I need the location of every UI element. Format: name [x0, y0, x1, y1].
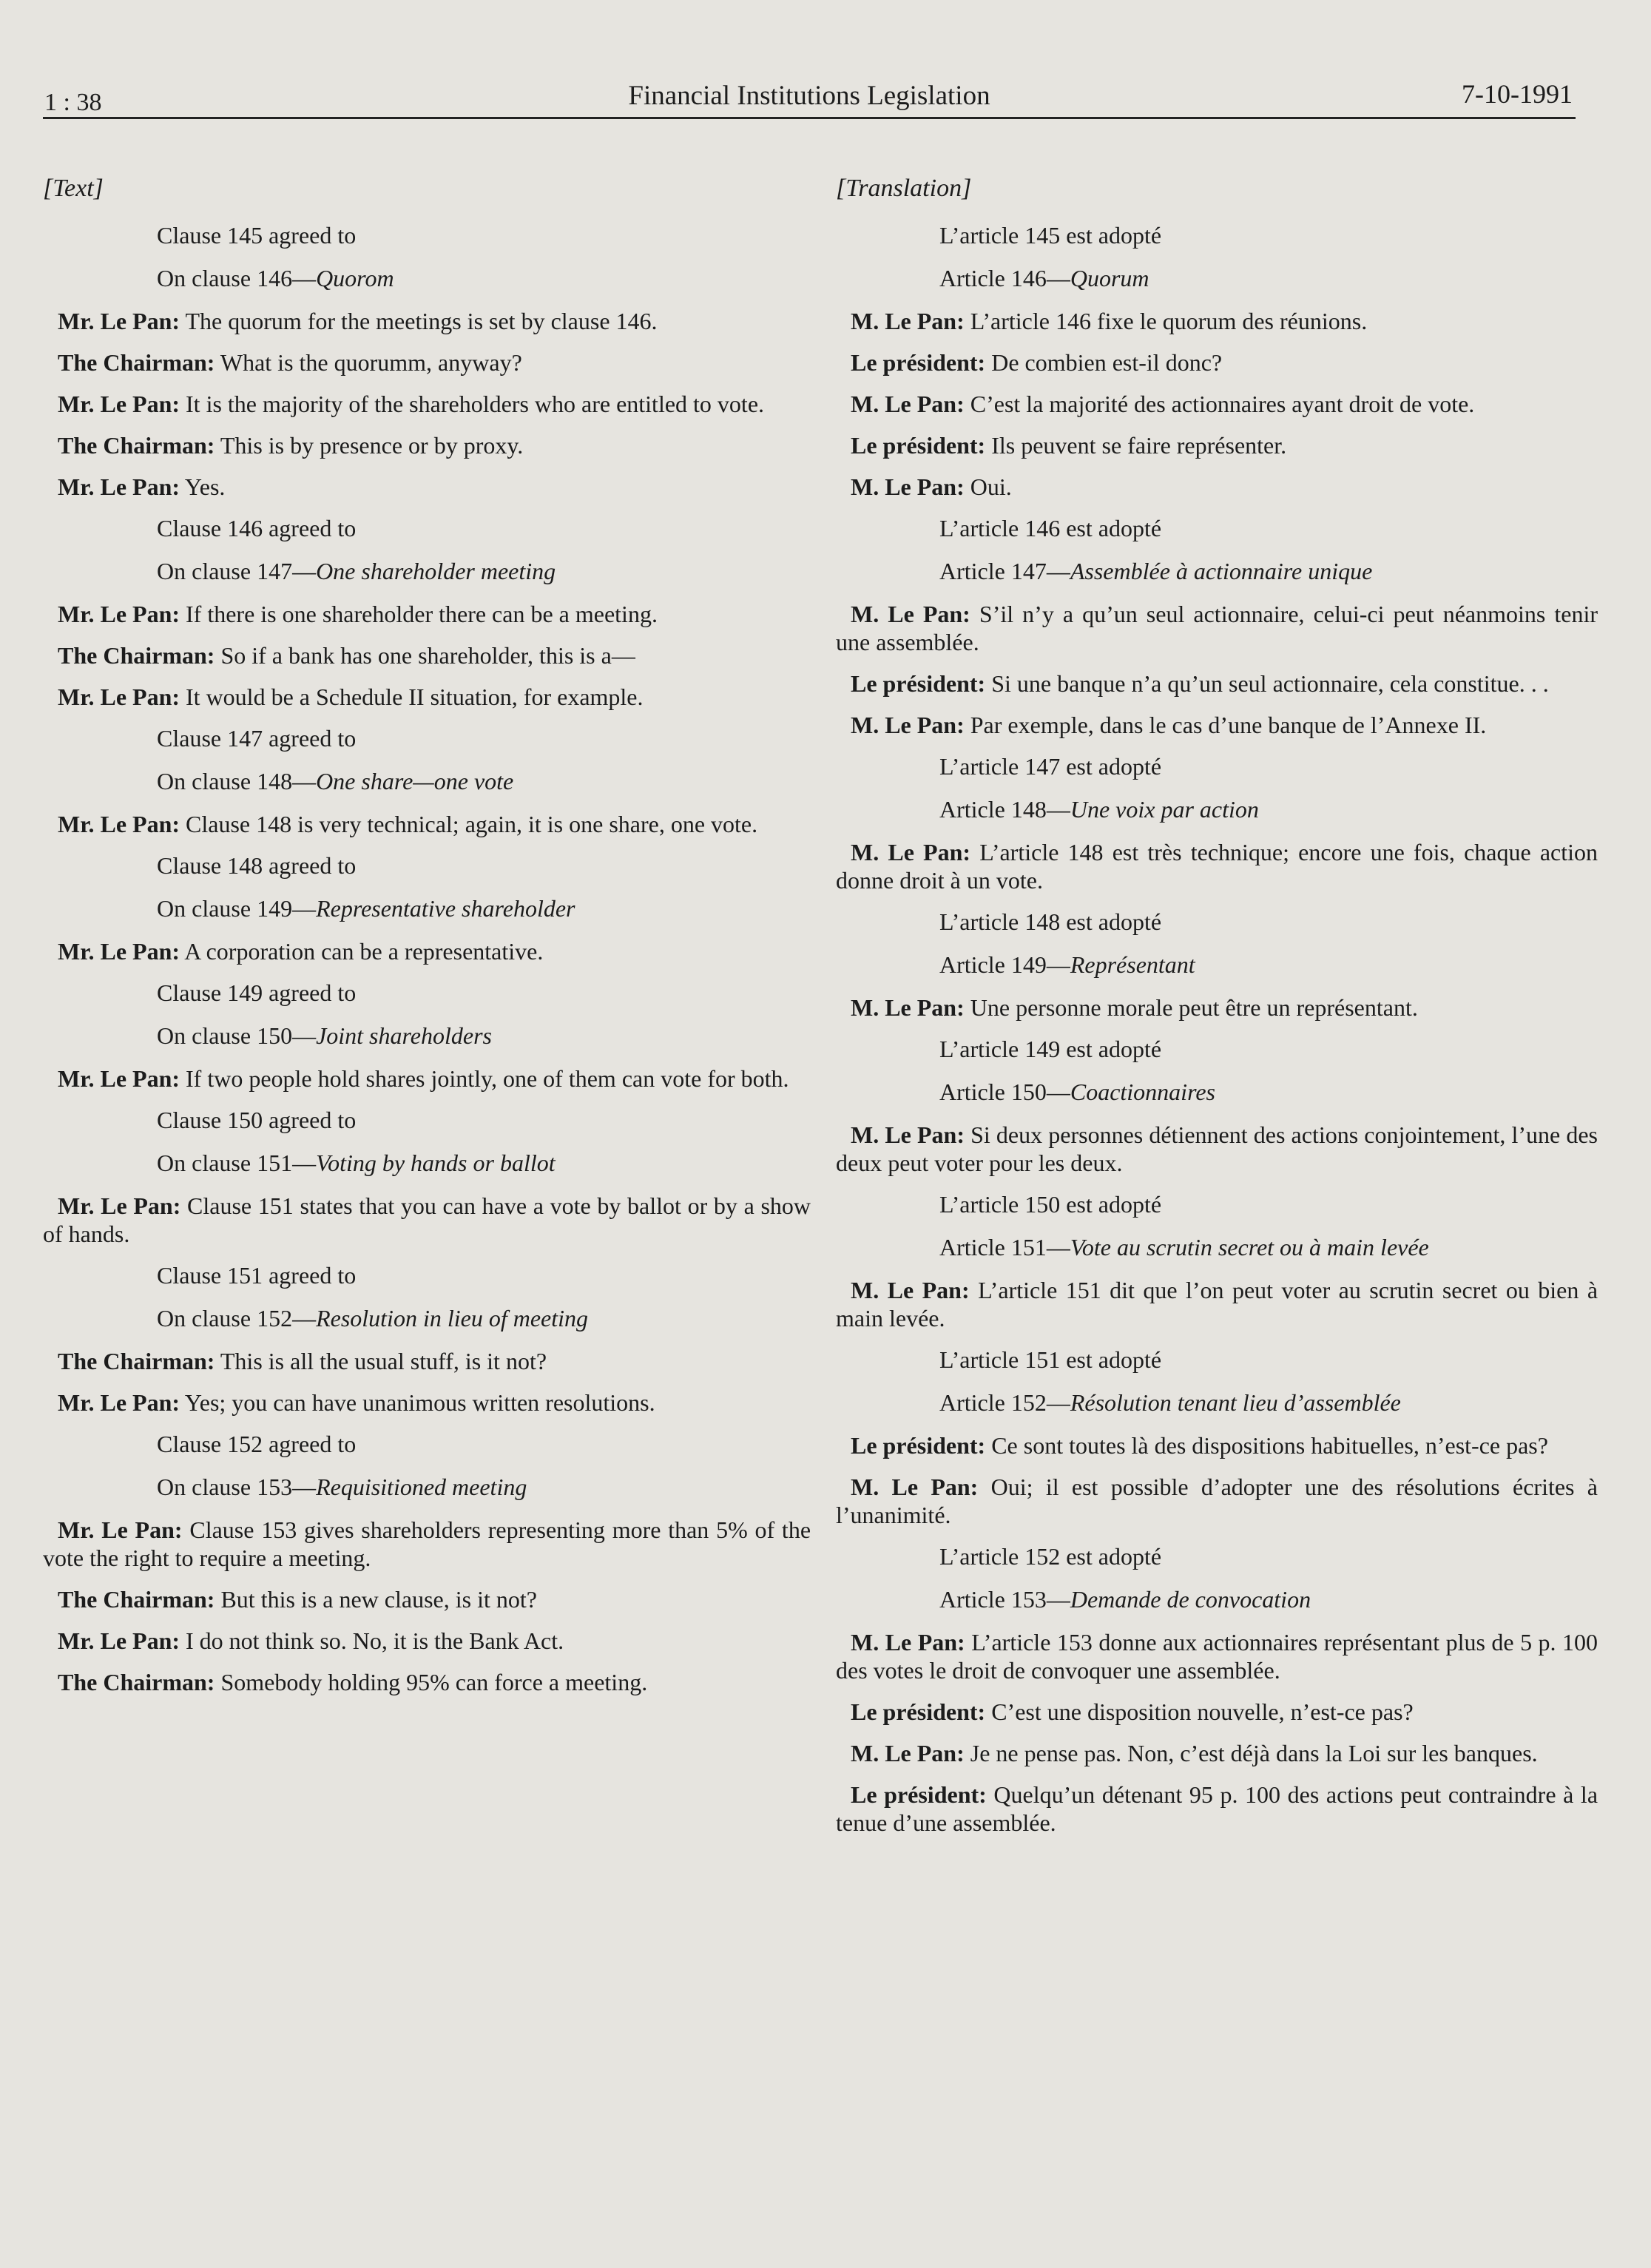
clause-heading-prefix: Article 151— [939, 1234, 1070, 1260]
clause-result: L’article 152 est adopté [939, 1543, 1162, 1570]
speech-text: What is the quorumm, anyway? [220, 349, 522, 376]
translation-tag-label: Translation [845, 175, 962, 202]
speaker-name: The Chairman: [58, 1669, 215, 1695]
speaker-name: M. Le Pan: [851, 1121, 965, 1148]
speaker-name: M. Le Pan: [851, 712, 965, 738]
speaker-name: Mr. Le Pan: [58, 811, 180, 837]
clause-heading-prefix: On clause 152— [157, 1305, 317, 1332]
clause-heading [836, 951, 1598, 979]
speech-text: L’article 148 est très technique; encore une fois, chaque action donne droit à un vote. [836, 839, 1598, 894]
clause-heading-prefix: On clause 146— [157, 265, 317, 291]
speaker-name: M. Le Pan: [851, 994, 965, 1021]
speech-paragraph [43, 348, 811, 377]
speech-text: Oui; il est possible d’adopter une des résolutions écrites à l’unanimité. [836, 1474, 1598, 1528]
clause-result: L’article 150 est adopté [939, 1191, 1162, 1218]
clause-heading-title: Joint shareholders [316, 1022, 492, 1049]
clause-heading-prefix: On clause 151— [157, 1150, 317, 1176]
french-proceedings [836, 221, 1598, 1837]
speech-text: S’il n’y a qu’un seul actionnaire, celui-ci peut néanmoins tenir une assemblée. [836, 601, 1598, 655]
clause-heading [43, 767, 811, 795]
text-tag: [Text] [43, 175, 104, 202]
clause-heading-prefix: Article 153— [939, 1586, 1070, 1613]
clause-result: Clause 152 agreed to [157, 1431, 357, 1457]
speaker-name: Mr. Le Pan: [58, 1516, 183, 1543]
speech-text: Yes; you can have unanimous written resolutions. [184, 1389, 655, 1416]
speaker-name: M. Le Pan: [851, 308, 965, 334]
clause-heading-title: Résolution tenant lieu d’assemblée [1070, 1389, 1401, 1416]
speech-text: It would be a Schedule II situation, for example. [186, 684, 644, 710]
speech-text: If there is one shareholder there can be a meeting. [186, 601, 658, 627]
speaker-name: Mr. Le Pan: [58, 684, 180, 710]
clause-heading-prefix: On clause 150— [157, 1022, 317, 1049]
speech-paragraph [836, 1276, 1598, 1332]
speech-paragraph [836, 431, 1598, 459]
speech-text: Clause 148 is very technical; again, it is one share, one vote. [186, 811, 758, 837]
clause-heading-prefix: Article 148— [939, 796, 1070, 823]
clause-result: Clause 149 agreed to [157, 979, 357, 1006]
speech-text: Somebody holding 95% can force a meeting. [220, 1669, 648, 1695]
clause-result: L’article 148 est adopté [939, 908, 1162, 935]
clause-result: L’article 149 est adopté [939, 1036, 1162, 1062]
clause-heading [836, 1388, 1598, 1417]
clause-heading [43, 264, 811, 292]
speech-text: This is by presence or by proxy. [220, 432, 524, 459]
page-number: 1 : 38 [44, 89, 102, 116]
clause-heading [836, 557, 1598, 585]
speech-text: I do not think so. No, it is the Bank Act. [186, 1627, 564, 1654]
speech-paragraph [836, 838, 1598, 894]
speech-paragraph [836, 473, 1598, 501]
clause-heading-prefix: Article 146— [939, 265, 1070, 291]
speaker-name: M. Le Pan: [851, 839, 971, 865]
speech-paragraph [43, 600, 811, 628]
speech-text: If two people hold shares jointly, one of them can vote for both. [186, 1065, 789, 1092]
speaker-name: Mr. Le Pan: [58, 938, 180, 965]
clause-result: Clause 148 agreed to [157, 852, 357, 879]
clause-result: L’article 151 est adopté [939, 1346, 1162, 1373]
clause-heading-title: Requisitioned meeting [316, 1474, 527, 1500]
speech-paragraph [43, 1064, 811, 1093]
speech-paragraph [43, 1192, 811, 1248]
clause-result: Clause 151 agreed to [157, 1262, 357, 1289]
speech-text: Yes. [184, 473, 226, 500]
speech-text: C’est la majorité des actionnaires ayant droit de vote. [970, 391, 1475, 417]
clause-heading [43, 1473, 811, 1501]
speaker-name: M. Le Pan: [851, 601, 970, 627]
clause-heading-title: Quorum [1070, 265, 1149, 291]
speech-paragraph [43, 683, 811, 711]
speech-paragraph [43, 937, 811, 965]
clause-heading-prefix: On clause 147— [157, 558, 317, 584]
running-title: Financial Institutions Legislation [628, 81, 990, 111]
speaker-name: M. Le Pan: [851, 1740, 965, 1766]
clause-heading-prefix: On clause 149— [157, 895, 317, 922]
speaker-name: M. Le Pan: [851, 1629, 965, 1656]
clause-result: L’article 146 est adopté [939, 515, 1162, 541]
english-proceedings [43, 221, 811, 1696]
speech-text: Si deux personnes détiennent des actions conjointement, l’une des deux peut voter pour les deux. [836, 1121, 1598, 1176]
speaker-name: Mr. Le Pan: [58, 473, 180, 500]
clause-heading [836, 795, 1598, 823]
speech-paragraph [43, 810, 811, 838]
speaker-name: Mr. Le Pan: [58, 1065, 180, 1092]
speech-paragraph [836, 669, 1598, 698]
speech-text: Quelqu’un détenant 95 p. 100 des actions peut contraindre à la tenue d’une assemblée. [836, 1781, 1598, 1836]
speech-paragraph [43, 1585, 811, 1613]
speaker-name: M. Le Pan: [851, 1474, 979, 1500]
clause-result: Clause 145 agreed to [157, 222, 357, 249]
speaker-name: Le président: [851, 1432, 986, 1459]
speaker-name: Mr. Le Pan: [58, 1192, 181, 1219]
speaker-name: The Chairman: [58, 1586, 215, 1613]
speaker-name: Mr. Le Pan: [58, 1627, 180, 1654]
speech-text: De combien est-il donc? [991, 349, 1223, 376]
clause-heading [43, 894, 811, 922]
speech-paragraph [43, 431, 811, 459]
speech-text: Clause 153 gives shareholders representing more than 5% of the vote the right to require a meeting. [43, 1516, 811, 1571]
clause-heading-title: Vote au scrutin secret ou à main levée [1070, 1234, 1429, 1260]
speaker-name: M. Le Pan: [851, 473, 965, 500]
speech-text: L’article 146 fixe le quorum des réunions. [970, 308, 1368, 334]
clause-heading-prefix: On clause 153— [157, 1474, 317, 1500]
speaker-name: The Chairman: [58, 432, 215, 459]
speaker-name: Le président: [851, 670, 986, 697]
clause-result: Clause 150 agreed to [157, 1107, 357, 1133]
speech-text: C’est une disposition nouvelle, n’est-ce pas? [991, 1698, 1414, 1725]
speech-text: Ce sont toutes là des dispositions habituelles, n’est-ce pas? [991, 1432, 1548, 1459]
speech-paragraph [43, 1516, 811, 1572]
clause-heading-title: Demande de convocation [1070, 1586, 1311, 1613]
clause-heading [836, 1233, 1598, 1261]
clause-heading [43, 1149, 811, 1177]
clause-heading [836, 1078, 1598, 1106]
speech-text: Si une banque n’a qu’un seul actionnaire, cela constitue. . . [991, 670, 1549, 697]
english-column [43, 174, 811, 1710]
speech-paragraph [836, 600, 1598, 656]
speaker-name: The Chairman: [58, 349, 215, 376]
speech-paragraph [836, 711, 1598, 739]
speaker-name: Mr. Le Pan: [58, 1389, 180, 1416]
speech-text: L’article 153 donne aux actionnaires représentant plus de 5 p. 100 des votes le droit de convoquer une assemblée. [836, 1629, 1598, 1684]
speech-paragraph [836, 1473, 1598, 1529]
speech-paragraph [43, 1668, 811, 1696]
translation-tag: [Translation] [836, 175, 972, 202]
speaker-name: Le président: [851, 432, 986, 459]
speaker-name: M. Le Pan: [851, 391, 965, 417]
speaker-name: The Chairman: [58, 1348, 215, 1374]
clause-heading [43, 1022, 811, 1050]
speech-paragraph [836, 307, 1598, 335]
clause-heading-title: Voting by hands or ballot [316, 1150, 556, 1176]
clause-heading-title: Quorom [316, 265, 394, 291]
speaker-name: Le président: [851, 1698, 986, 1725]
speech-paragraph [43, 1627, 811, 1655]
french-column [836, 174, 1598, 1850]
speech-paragraph [836, 1628, 1598, 1684]
clause-heading [836, 1585, 1598, 1613]
clause-heading-prefix: Article 152— [939, 1389, 1070, 1416]
speaker-name: M. Le Pan: [851, 1277, 970, 1303]
speech-paragraph [836, 390, 1598, 418]
clause-heading-prefix: Article 147— [939, 558, 1070, 584]
speech-paragraph [43, 307, 811, 335]
clause-heading [43, 1304, 811, 1332]
speech-paragraph [43, 1388, 811, 1417]
speech-text: Par exemple, dans le cas d’une banque de l’Annexe II. [970, 712, 1487, 738]
speech-paragraph [43, 1347, 811, 1375]
clause-heading [43, 557, 811, 585]
speech-paragraph [836, 1431, 1598, 1459]
speech-text: L’article 151 dit que l’on peut voter au scrutin secret ou bien à main levée. [836, 1277, 1598, 1332]
speech-text: But this is a new clause, is it not? [220, 1586, 537, 1613]
clause-heading-title: Représentant [1070, 951, 1195, 978]
speech-text: Ils peuvent se faire représenter. [991, 432, 1287, 459]
clause-heading-title: Assemblée à actionnaire unique [1070, 558, 1373, 584]
speaker-name: Mr. Le Pan: [58, 601, 180, 627]
speech-text: This is all the usual stuff, is it not? [220, 1348, 547, 1374]
clause-result: Clause 146 agreed to [157, 515, 357, 541]
speech-paragraph [836, 1781, 1598, 1837]
clause-heading-prefix: On clause 148— [157, 768, 317, 794]
clause-result: Clause 147 agreed to [157, 725, 357, 752]
speech-paragraph [836, 1739, 1598, 1767]
clause-heading-prefix: Article 149— [939, 951, 1070, 978]
clause-heading-prefix: Article 150— [939, 1079, 1070, 1105]
speaker-name: Le président: [851, 349, 986, 376]
speech-paragraph [43, 390, 811, 418]
speech-text: A corporation can be a representative. [184, 938, 544, 965]
speech-paragraph [836, 348, 1598, 377]
speaker-name: Mr. Le Pan: [58, 308, 180, 334]
clause-result: L’article 145 est adopté [939, 222, 1162, 249]
page-header [43, 68, 1576, 119]
clause-heading-title: Resolution in lieu of meeting [316, 1305, 588, 1332]
speech-paragraph [836, 1698, 1598, 1726]
speech-paragraph [43, 473, 811, 501]
speech-paragraph [836, 993, 1598, 1022]
speaker-name: Le président: [851, 1781, 987, 1808]
clause-heading-title: One share—one vote [316, 768, 514, 794]
clause-heading-title: Une voix par action [1070, 796, 1259, 823]
clause-result: L’article 147 est adopté [939, 753, 1162, 780]
speech-paragraph [43, 641, 811, 669]
clause-heading-title: Coactionnaires [1070, 1079, 1215, 1105]
clause-heading-title: Representative shareholder [316, 895, 575, 922]
speech-text: The quorum for the meetings is set by clause 146. [185, 308, 658, 334]
speech-text: It is the majority of the shareholders who are entitled to vote. [186, 391, 765, 417]
speaker-name: The Chairman: [58, 642, 215, 669]
clause-heading [836, 264, 1598, 292]
clause-heading-title: One shareholder meeting [316, 558, 556, 584]
speech-text: So if a bank has one shareholder, this is a— [220, 642, 635, 669]
speech-text: Clause 151 states that you can have a vote by ballot or by a show of hands. [43, 1192, 811, 1247]
header-date: 7-10-1991 [1462, 79, 1573, 109]
text-tag-label: Text [53, 175, 94, 202]
speech-text: Une personne morale peut être un représentant. [970, 994, 1418, 1021]
speech-text: Oui. [970, 473, 1012, 500]
speech-text: Je ne pense pas. Non, c’est déjà dans la Loi sur les banques. [970, 1740, 1538, 1766]
speaker-name: Mr. Le Pan: [58, 391, 180, 417]
speech-paragraph [836, 1121, 1598, 1177]
